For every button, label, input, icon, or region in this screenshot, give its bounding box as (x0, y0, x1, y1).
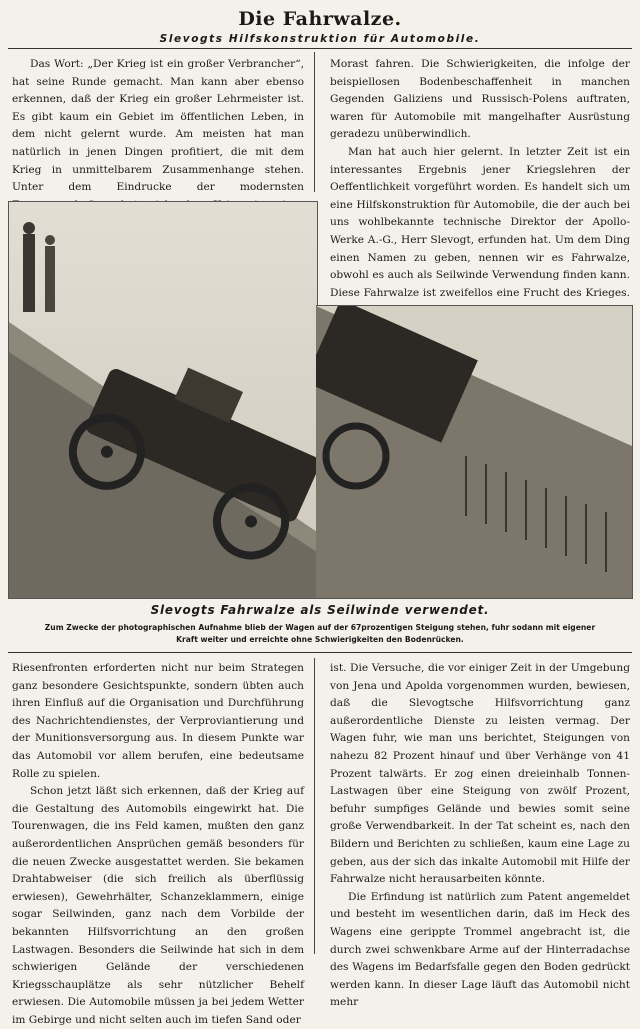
column-divider (314, 658, 315, 954)
paragraph: Die Erfindung ist natürlich zum Patent angemeldet und besteht im wesentlichen darin, daß im Heck des Wagens eine gerippte Trommel angebracht ist, die durch zwei schwenkbare Arme auf der Hinterradachse des Wagens im Bedarfsfalle gegen den Boden gedrückt werden kann. In dieser Lage läuft das Automobil nicht mehr (330, 890, 630, 1009)
car-on-slope-image (9, 202, 317, 598)
paragraph: Riesenfronten erforderten nicht nur beim Strategen ganz besondere Gesichtspunkte, sondern übten auch ihren Einfluß auf die Organisation und Durchführung des Nachrichtendienstes, der Verproviantierung und der Munitionsversorgung aus. In diesem Punkte war das Automobil vor allem berufen, eine bedeutsame Rolle zu spielen. (12, 662, 304, 780)
paragraph: Schon jetzt läßt sich erkennen, daß der Krieg auf die Gestaltung des Automobils eingewirkt hat. Die Tourenwagen, die ins Feld kamen, mußten den ganz außerordentlichen Ansprüchen gemäß besonders für die neuen Zwecke ausgestattet werden. Sie bekamen Drahtabweiser (die sich freilich als überflüssig erwiesen), Gewehrhälter, Schanzeklammern, einige sogar Seilwinden, ganz nach dem Vorbilde der bekannten Hilfsvorrichtung an den großen Lastwagen. Besonders die Seilwinde hat sich in dem schwierigen Gelände der verschiedenen Kriegsschauplätze als sehr nützlicher Behelf erwiesen. Die Automobile müssen ja bei jedem Wetter im Gebirge und nicht selten auch im tiefen Sand oder (12, 785, 304, 1026)
bottom-right-column (330, 660, 630, 1012)
article-title: Die Fahrwalze. (238, 8, 402, 30)
paragraph: ist. Die Versuche, die vor einiger Zeit in der Umgebung von Jena und Apolda vorgenommen wurden, bewiesen, daß die Slevogtsche Hilfsvorrichtung ganz außerordentliche Dienste zu leisten vermag. Der Wagen fuhr, wie man uns berichtet, Steigungen von nahezu 82 Prozent hinauf und über Verhänge von 41 Prozent talwärts. Er zog einen dreieinhalb Tonnen-Lastwagen über eine Steigung von zwölf Prozent, befuhr sumpfiges Gelände und bewies somit seine große Verwendbarkeit. In der Tat scheint es, nach den Bildern und Berichten zu schließen, kaum eine Lage zu geben, aus der sich das inkalte Automobil mit Hilfe der Fahrwalze nicht herausarbeiten könnte. (330, 662, 630, 886)
photo-fence-area (316, 306, 632, 598)
caption-rule (8, 652, 632, 653)
title-rule (8, 48, 632, 49)
bottom-left-column (12, 660, 304, 1029)
column-divider (314, 52, 315, 192)
article-subtitle: Slevogts Hilfskonstruktion für Automobile. (159, 33, 481, 45)
article-photo (8, 201, 318, 599)
photo-caption-text: Zum Zwecke der photographischen Aufnahme blieb der Wagen auf der 67prozentigen Steigung stehen, fuhr sodann mit eigener Kraft weiter und erreichte ohne Schwierigkeiten den Bodenrücken. (44, 623, 596, 644)
photo-caption-title: Slevogts Fahrwalze als Seilwinde verwendet. (150, 603, 490, 617)
paragraph: Man hat auch hier gelernt. In letzter Zeit ist ein interessantes Ergebnis jener Kriegslehren der Oeffentlichkeit vorgeführt worden. Es handelt sich um eine Hilfskonstruktion für Automobile, die der auch bei uns wohlbekannte technische Direktor der Apollo-Werke A.-G., Herr Slevogt, erfunden hat. Um dem Ding einen Namen zu geben, nennen wir es Fahrwalze, obwohl es auch als Seilwinde Verwendung finden kann. Diese Fahrwalze ist zweifellos eine Frucht des Krieges. (330, 145, 630, 299)
paragraph: Das Wort: „Der Krieg ist ein großer Verbrancher“, hat seine Runde gemacht. Man kann aber ebenso erkennen, daß der Krieg ein großer Lehrmeister ist. Es gibt kaum ein Gebiet im öffentlichen Leben, in dem nicht gelernt wurde. Am meisten hat man natürlich in jenen Dingen profitiert, die mit dem Krieg in unmittelbarem Zusammenhange stehen. Unter dem Eindrucke der modernsten (12, 58, 304, 194)
article-photo-extension (316, 305, 633, 599)
paragraph: Morast fahren. Die Schwierigkeiten, die infolge der beispiellosen Bodenbeschaffenheit in manchen Gegenden Galiziens und Russisch-Polens auftraten, waren für Automobile mit mangelhafter Ausrüstung geradezu unüberwindlich. (330, 58, 630, 141)
